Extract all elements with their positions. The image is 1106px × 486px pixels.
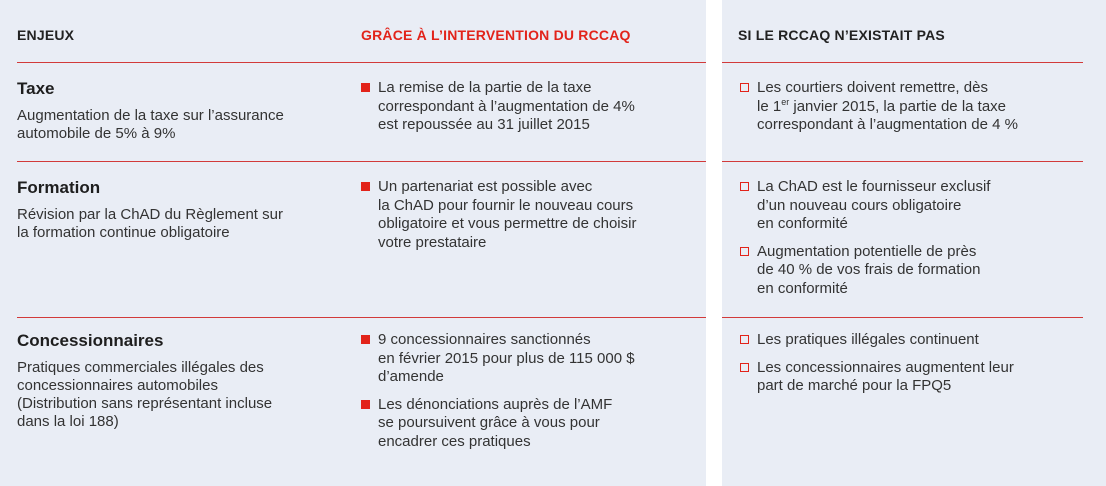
hollow-square-bullet-icon [740,363,749,372]
list-item [740,79,1080,135]
filled-square-bullet-icon [361,400,370,409]
header-with-rccaq: GRÂCE À L’INTERVENTION DU RCCAQ [361,27,631,43]
issue-cell [17,79,337,143]
with-rccaq-cell [361,331,691,460]
list-item [361,331,691,387]
column-separator [706,0,722,486]
item-text: La remise de la partie de la taxe correspondant à l’augmentation de 4% est repoussée au 31 juillet 2015 [378,79,635,133]
list-item [740,243,1080,299]
filled-square-bullet-icon [361,182,370,191]
issue-description: Révision par la ChAD du Règlement sur la formation continue obligatoire [17,206,283,241]
hollow-square-bullet-icon [740,83,749,92]
with-rccaq-cell [361,79,691,144]
without-rccaq-cell [740,79,1080,144]
issue-description: Pratiques commerciales illégales des concessionnaires automobiles (Distribution sans représentant incluse dans la loi 188) [17,359,273,430]
item-text: 9 concessionnaires sanctionnés en février 2015 pour plus de 115 000 $ d’amende [378,331,635,385]
list-item [740,331,1080,350]
superscript: er [781,96,790,107]
without-rccaq-cell [740,178,1080,307]
item-text: Augmentation potentielle de près de 40 % de vos frais de formation en conformité [757,242,981,297]
item-text: Les courtiers doivent remettre, dès le 1 [757,79,988,115]
filled-square-bullet-icon [361,83,370,92]
hollow-square-bullet-icon [740,247,749,256]
divider-line [722,62,1083,63]
without-rccaq-cell [740,331,1080,405]
list-item [740,359,1080,396]
divider-line [17,161,706,162]
issue-title: Formation [17,178,101,197]
header-enjeux: ENJEUX [17,27,75,43]
item-text: La ChAD est le fournisseur exclusif d’un nouveau cours obligatoire en conformité [757,178,991,232]
item-text: Un partenariat est possible avec la ChAD pour fournir le nouveau cours obligatoire et vous permettre de choisir votre prestataire [378,178,637,251]
hollow-square-bullet-icon [740,335,749,344]
divider-line [722,161,1083,162]
hollow-square-bullet-icon [740,182,749,191]
item-text: Les pratiques illégales continuent [757,331,979,348]
item-text: janvier 2015, la partie de la taxe correspondant à l’augmentation de 4 % [757,97,1019,133]
issue-cell [17,178,337,242]
list-item [361,396,691,452]
list-item [361,79,691,135]
list-item [740,178,1080,234]
issue-title: Taxe [17,79,55,98]
divider-line [17,317,706,318]
issue-cell [17,331,337,431]
divider-line [17,62,706,63]
header-without-rccaq: SI LE RCCAQ N’EXISTAIT PAS [738,27,945,43]
divider-line [722,317,1083,318]
filled-square-bullet-icon [361,335,370,344]
item-text: Les dénonciations auprès de l’AMF se poursuivent grâce à vous pour encadrer ces pratiques [378,395,613,450]
item-text: Les concessionnaires augmentent leur part de marché pour la FPQ5 [757,358,1014,394]
list-item [361,178,691,252]
with-rccaq-cell [361,178,691,261]
issue-title: Concessionnaires [17,331,164,350]
issue-description: Augmentation de la taxe sur l’assurance automobile de 5% à 9% [17,107,284,142]
